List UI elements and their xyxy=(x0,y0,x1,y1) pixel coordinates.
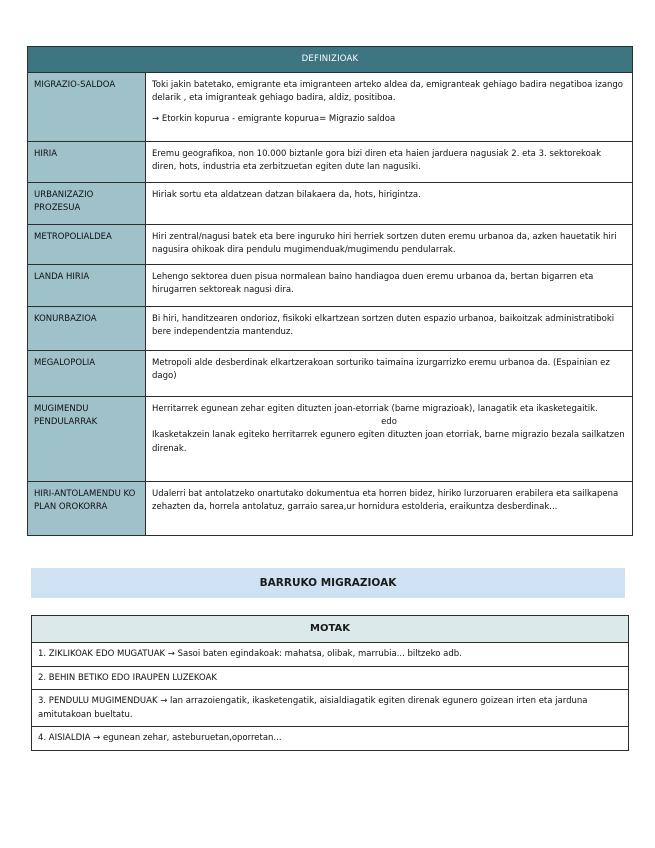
type-item: 1. ZIKLIKOAK EDO MUGATUAK → Sasoi baten egindakoak: mahatsa, olibak, marrubia... biltzeko adb. xyxy=(32,643,629,667)
definition-cell xyxy=(146,482,633,536)
definition-text: Toki jakin batetako, emigrante eta imigranteen arteko aldea da, emigranteak gehiago badira negatiboa izango delarik , eta imigranteak gehiago badira, aldiz, positiboa. xyxy=(152,80,624,104)
table-row xyxy=(32,727,629,751)
definition-text: Lehengo sektorea duen pisua normalean baino handiagoa duen eremu urbanoa da, bertan bigarren eta hirugarren sektoreak nagusi dira. xyxy=(152,272,594,296)
table-row xyxy=(28,482,633,536)
types-header: MOTAK xyxy=(32,616,629,643)
definition-cell xyxy=(146,142,633,183)
table-row xyxy=(28,265,633,307)
types-table xyxy=(31,615,629,751)
table-row xyxy=(28,351,633,397)
term-cell: KONURBAZIOA xyxy=(28,307,146,351)
term-cell: HIRIA xyxy=(28,142,146,183)
term-cell: LANDA HIRIA xyxy=(28,265,146,307)
definition-text: Ikasketakzein lanak egiteko herritarrek egunero egiten dituzten joan etorriak, barne migrazio bezala sailkatzen direnak. xyxy=(152,430,625,454)
definitions-header: DEFINIZIOAK xyxy=(28,47,633,73)
table-row xyxy=(32,666,629,690)
type-item: 3. PENDULU MUGIMENDUAK → lan arrazoiengatik, ikasketengatik, aisialdiagatik egiten direnak egunero goizean irten eta jarduna amitutakoan bueltatu. xyxy=(32,690,629,727)
definition-connector: edo xyxy=(381,417,397,428)
term-cell: MEGALOPOLIA xyxy=(28,351,146,397)
table-row xyxy=(32,643,629,667)
definition-cell xyxy=(146,307,633,351)
definition-text: Herritarrek egunean zehar egiten dituzten joan-etorriak (barne migrazioak), lanagatik eta ikasketegaitik. xyxy=(152,404,598,414)
definition-cell xyxy=(146,225,633,265)
term-cell: URBANIZAZIO PROZESUA xyxy=(28,183,146,225)
definition-text: Eremu geografikoa, non 10.000 biztanle gora bizi diren eta haien jarduera nagusiak 2. eta 3. sektorekoak diren, hots, industria eta zerbitzuetan egiten dute lan nagusiki. xyxy=(152,149,601,173)
table-row xyxy=(28,307,633,351)
table-row xyxy=(32,690,629,727)
definitions-table xyxy=(27,46,633,536)
definition-cell xyxy=(146,397,633,482)
section-banner: BARRUKO MIGRAZIOAK xyxy=(31,568,625,598)
table-row xyxy=(28,225,633,265)
definition-text: Udalerri bat antolatzeko onartutako dokumentua eta horren bidez, hiriko lurzoruaren erabilera eta sailkapena zehazten da, horrela antolatuz, garraio sarea,ur hornidura estolderia, eraikuntza desberdinak... xyxy=(152,489,619,513)
type-item: 2. BEHIN BETIKO EDO IRAUPEN LUZEKOAK xyxy=(32,666,629,690)
definition-cell xyxy=(146,183,633,225)
definition-text: Bi hiri, handitzearen ondorioz, fisikoki elkartzean sortzen duten espazio urbanoa, baikoitzak administratiboki bere independentzia mantenduz. xyxy=(152,314,615,338)
term-cell: MUGIMENDU PENDULARRAK xyxy=(28,397,146,482)
table-row xyxy=(28,142,633,183)
definition-text: Hiriak sortu eta aldatzean datzan bilakaera da, hots, hirigintza. xyxy=(152,190,421,200)
definition-formula: → Etorkin kopurua - emigrante kopurua= Migrazio saldoa xyxy=(152,114,396,125)
definition-cell xyxy=(146,265,633,307)
definition-text: Hiri zentral/nagusi batek eta bere inguruko hiri herriek sortzen duten eremu urbanoa da, azken hauetatik hiri nagusira ohikoak dira pendulu mugimenduak/mugimendu pendularrak. xyxy=(152,232,617,256)
table-row xyxy=(28,397,633,482)
term-cell: METROPOLIALDEA xyxy=(28,225,146,265)
table-row xyxy=(28,73,633,142)
definition-cell xyxy=(146,73,633,142)
term-cell: HIRI-ANTOLAMENDU KO PLAN OROKORRA xyxy=(28,482,146,536)
type-item: 4. AISIALDIA → egunean zehar, asteburuetan,oporretan... xyxy=(32,727,629,751)
definition-cell xyxy=(146,351,633,397)
definition-text: Metropoli alde desberdinak elkartzerakoan sorturiko taimaina izurgarrizko eremu urbanoa da. (Espainian ez dago) xyxy=(152,358,610,382)
table-row xyxy=(28,183,633,225)
term-cell: MIGRAZIO-SALDOA xyxy=(28,73,146,142)
